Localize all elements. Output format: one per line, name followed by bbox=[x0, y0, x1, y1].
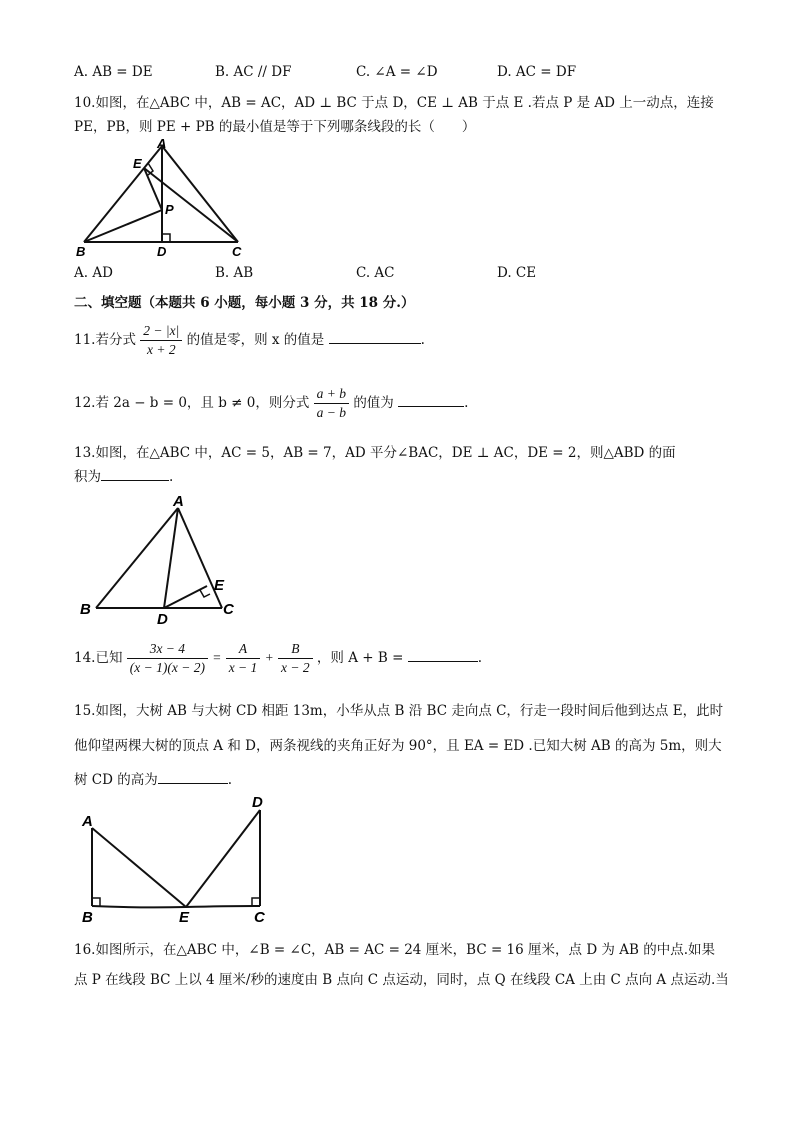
q10-label-e: E bbox=[133, 156, 142, 171]
q10-figure bbox=[72, 138, 262, 260]
q13-label-a: A bbox=[173, 493, 184, 510]
q11-answer-blank[interactable] bbox=[329, 329, 421, 344]
q12-prefix: 12.若 2a − b = 0，且 b ≠ 0，则分式 bbox=[74, 395, 310, 411]
q15-label-d: D bbox=[252, 794, 263, 811]
q9-option-b: B. AC // DF bbox=[215, 64, 292, 80]
q9-options bbox=[74, 64, 714, 84]
q10-right-angle-e bbox=[148, 163, 153, 175]
q11-end: . bbox=[420, 332, 425, 348]
q14-fraction-b bbox=[278, 640, 313, 677]
q13-perpendicular-de bbox=[164, 586, 207, 608]
q15-label-b: B bbox=[82, 909, 93, 926]
q15-right-angle-b bbox=[92, 898, 100, 906]
q10-label-p: P bbox=[165, 202, 174, 217]
q10-label-c: C bbox=[232, 244, 242, 259]
q10-options bbox=[74, 265, 714, 285]
q14-prefix: 14.已知 bbox=[74, 650, 123, 666]
q14-suffix: ，则 A + B = bbox=[316, 650, 404, 666]
q12-line bbox=[74, 385, 468, 422]
q14-fraction-b-numerator: B bbox=[278, 640, 313, 659]
q14-fraction-a-denominator: x − 1 bbox=[228, 660, 258, 675]
q13-end: . bbox=[169, 469, 174, 485]
q13-figure bbox=[76, 490, 246, 630]
q10-label-d: D bbox=[157, 244, 167, 259]
q10-side-ab bbox=[84, 146, 162, 242]
q11-numerator: 2 − |x| bbox=[140, 322, 182, 341]
q11-denominator: x + 2 bbox=[146, 342, 176, 357]
q11-fraction bbox=[140, 322, 182, 359]
q14-line bbox=[74, 640, 482, 677]
q13-text-line1: 13.如图，在△ABC 中，AC = 5，AB = 7，AD 平分∠BAC，DE ⊥ AC，DE = 2，则△ABD 的面 bbox=[74, 445, 676, 461]
q12-answer-blank[interactable] bbox=[398, 392, 464, 407]
q15-label-e: E bbox=[179, 909, 190, 926]
q11-prefix: 11.若分式 bbox=[74, 332, 136, 348]
q15-answer-blank[interactable] bbox=[158, 769, 228, 784]
q15-line3-prefix: 树 CD 的高为 bbox=[74, 772, 158, 788]
q15-right-angle-c bbox=[252, 898, 260, 906]
q9-option-a: A. AB = DE bbox=[74, 64, 153, 80]
q14-equals: = bbox=[212, 650, 222, 665]
q16-text-line1: 16.如图所示，在△ABC 中，∠B = ∠C，AB = AC = 24 厘米，BC = 16 厘米，点 D 为 AB 的中点.如果 bbox=[74, 942, 715, 958]
q10-altitude-ce bbox=[144, 168, 238, 242]
q15-sightline-ed bbox=[186, 810, 260, 907]
q10-side-ac bbox=[162, 146, 238, 242]
q10-right-angle-d bbox=[162, 234, 170, 242]
q13-label-c: C bbox=[223, 601, 234, 618]
q10-option-c: C. AC bbox=[356, 265, 395, 281]
q13-label-e: E bbox=[214, 577, 225, 594]
q13-text-line2 bbox=[74, 465, 173, 485]
q12-suffix: 的值为 bbox=[353, 395, 394, 411]
q9-option-d: D. AC = DF bbox=[497, 64, 577, 80]
q15-figure bbox=[78, 790, 278, 930]
q11-suffix: 的值是零，则 x 的值是 bbox=[186, 332, 325, 348]
q10-option-b: B. AB bbox=[215, 265, 254, 281]
q10-text-line2: PE，PB，则 PE + PB 的最小值是等于下列哪条线段的长（ ） bbox=[74, 119, 476, 135]
q10-option-a: A. AD bbox=[74, 265, 113, 281]
q14-fraction-lhs bbox=[127, 640, 208, 677]
q10-text-line1: 10.如图，在△ABC 中，AB = AC，AD ⊥ BC 于点 D，CE ⊥ AB 于点 E .若点 P 是 AD 上一动点，连接 bbox=[74, 95, 714, 111]
q11-line bbox=[74, 322, 425, 359]
q13-line2-prefix: 积为 bbox=[74, 469, 101, 485]
q15-label-c: C bbox=[254, 909, 265, 926]
q10-segment-pb bbox=[84, 210, 162, 242]
q9-option-c: C. ∠A = ∠D bbox=[356, 64, 438, 80]
q14-fraction-a-numerator: A bbox=[226, 640, 261, 659]
q14-denominator: (x − 1)(x − 2) bbox=[129, 660, 205, 675]
q15-text-line1: 15.如图，大树 AB 与大树 CD 相距 13m，小华从点 B 沿 BC 走向点 C，行走一段时间后他到达点 E，此时 bbox=[74, 703, 724, 719]
q14-numerator: 3x − 4 bbox=[127, 640, 208, 659]
q15-text-line3 bbox=[74, 768, 232, 788]
q12-end: . bbox=[464, 395, 469, 411]
q12-denominator: a − b bbox=[316, 405, 347, 420]
q13-answer-blank[interactable] bbox=[101, 466, 169, 481]
q14-fraction-a bbox=[226, 640, 261, 677]
q13-label-b: B bbox=[80, 601, 91, 618]
q10-label-a: A bbox=[157, 138, 167, 151]
q14-answer-blank[interactable] bbox=[408, 647, 478, 662]
q15-sightline-ea bbox=[92, 828, 186, 907]
q13-label-d: D bbox=[157, 611, 168, 628]
q14-plus: + bbox=[264, 650, 274, 665]
q14-end: . bbox=[477, 650, 482, 666]
section2-title: 二、填空题（本题共 6 小题，每小题 3 分，共 18 分.） bbox=[74, 295, 415, 311]
q10-label-b: B bbox=[76, 244, 86, 259]
q15-label-a: A bbox=[82, 813, 93, 830]
q15-ground-bc bbox=[92, 906, 260, 907]
q15-text-line2: 他仰望两棵大树的顶点 A 和 D，两条视线的夹角正好为 90°，且 EA = ED .已知大树 AB 的高为 5m，则大 bbox=[74, 738, 722, 754]
q14-fraction-b-denominator: x − 2 bbox=[281, 660, 310, 675]
q13-right-angle-e bbox=[200, 590, 210, 597]
q16-text-line2: 点 P 在线段 BC 上以 4 厘米/秒的速度由 B 点向 C 点运动，同时，点 Q 在线段 CA 上由 C 点向 A 点运动.当 bbox=[74, 972, 729, 988]
q12-fraction bbox=[314, 385, 349, 422]
q15-end: . bbox=[227, 772, 233, 788]
q12-numerator: a + b bbox=[314, 385, 349, 404]
q10-option-d: D. CE bbox=[497, 265, 537, 281]
